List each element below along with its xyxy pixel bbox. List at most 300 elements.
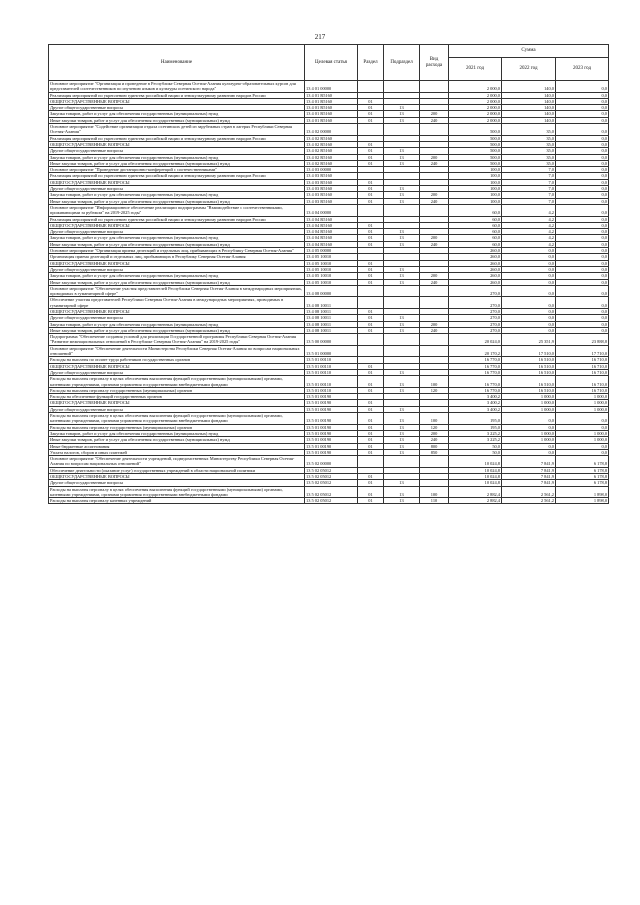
- row-sum-2023: 0,0: [556, 167, 609, 173]
- row-section: 01: [358, 154, 384, 160]
- row-sum-2022: 0,0: [502, 449, 556, 455]
- row-name: Расходы на выплаты персоналу государственных (муниципальных) органов: [49, 387, 305, 393]
- row-sum-2022: 0,0: [502, 443, 556, 449]
- row-expense-type: 200: [420, 111, 449, 117]
- row-target: 13 4 08 10011: [305, 315, 358, 321]
- row-name: Расходы на выплаты персоналу государственных (муниципальных) органов: [49, 424, 305, 430]
- row-target: 13 5 01 00000: [305, 345, 358, 357]
- row-sum-2023: 17 710,0: [556, 345, 609, 357]
- row-expense-type: 120: [420, 424, 449, 430]
- row-target: 13 5 01 00110: [305, 369, 358, 375]
- row-sum-2023: 0,0: [556, 160, 609, 166]
- row-subsection: 13: [384, 498, 420, 504]
- row-name: Основное мероприятие "Обеспечение деятельности Министерства Республики Северная Осетия-Алания по вопросам национальных отношений": [49, 345, 305, 357]
- row-name: Другие общегосударственные вопросы: [49, 186, 305, 192]
- row-sum-2023: 0,0: [556, 273, 609, 279]
- row-name: ОБЩЕГОСУДАРСТВЕННЫЕ ВОПРОСЫ: [49, 260, 305, 266]
- row-target: 13 4 05 10010: [305, 260, 358, 266]
- row-sum-2021: 16 770,0: [449, 376, 502, 388]
- row-target: 13 4 03 R5160: [305, 179, 358, 185]
- row-subsection: [384, 297, 420, 309]
- row-section: 01: [358, 111, 384, 117]
- row-sum-2022: 0,0: [502, 273, 556, 279]
- row-expense-type: 200: [420, 273, 449, 279]
- row-target: 13 4 08 10011: [305, 297, 358, 309]
- row-expense-type: 800: [420, 443, 449, 449]
- row-sum-2023: 0,0: [556, 192, 609, 198]
- row-sum-2023: 0,0: [556, 222, 609, 228]
- header-name: Наименование: [49, 45, 305, 81]
- row-target: 13 4 03 R5160: [305, 198, 358, 204]
- row-sum-2022: 140,0: [502, 81, 556, 93]
- row-sum-2023: 0,0: [556, 235, 609, 241]
- row-target: 13 4 08 00000: [305, 285, 358, 297]
- row-section: 01: [358, 474, 384, 480]
- row-target: 13 4 05 10010: [305, 273, 358, 279]
- row-sum-2022: 35,0: [502, 124, 556, 136]
- row-target: 13 5 01 00110: [305, 387, 358, 393]
- row-sum-2021: 260,0: [449, 279, 502, 285]
- row-target: 13 5 01 00190: [305, 406, 358, 412]
- row-name: Расходы на выплаты персоналу в целях обеспечения выполнения функций государственными (муниципальными) органами, казенными учреждениями, органами управления государственными внебюджетными фондами: [49, 376, 305, 388]
- row-sum-2022: 7,0: [502, 198, 556, 204]
- row-name: Расходы на выплаты персоналу в целях обеспечения выполнения функций государственными (муниципальными) органами, казенными учреждениями, органами управления государственными внебюджетными фондами: [49, 486, 305, 498]
- row-name: Основное мероприятие "Информационное обеспечение реализации подпрограммы "Взаимодействие с соотечественниками, проживающими за рубежом" на 2019-2025 годы": [49, 204, 305, 216]
- row-expense-type: 200: [420, 430, 449, 436]
- row-sum-2021: 2 000,0: [449, 111, 502, 117]
- row-name: Другие общегосударственные вопросы: [49, 105, 305, 111]
- row-target: 13 4 01 00000: [305, 81, 358, 93]
- row-sum-2023: 0,0: [556, 279, 609, 285]
- table-row: [49, 81, 609, 93]
- row-sum-2021: 2 000,0: [449, 105, 502, 111]
- header-2023: 2023 год: [556, 58, 609, 81]
- row-subsection: [384, 204, 420, 216]
- row-sum-2022: 4,2: [502, 204, 556, 216]
- row-section: 01: [358, 260, 384, 266]
- row-section: 01: [358, 141, 384, 147]
- row-section: 01: [358, 315, 384, 321]
- row-sum-2022: 0,0: [502, 260, 556, 266]
- row-subsection: 13: [384, 117, 420, 123]
- row-section: 01: [358, 222, 384, 228]
- row-target: 13 5 02 05012: [305, 498, 358, 504]
- header-sum: Сумма: [449, 45, 609, 58]
- table-row: [49, 345, 609, 357]
- row-target: 13 4 08 10011: [305, 308, 358, 314]
- row-subsection: [384, 334, 420, 346]
- row-section: 01: [358, 241, 384, 247]
- row-sum-2021: 260,0: [449, 260, 502, 266]
- row-sum-2022: 2 561,2: [502, 486, 556, 498]
- row-section: 01: [358, 443, 384, 449]
- row-subsection: 13: [384, 229, 420, 235]
- row-sum-2021: 500,0: [449, 160, 502, 166]
- row-name: ОБЩЕГОСУДАРСТВЕННЫЕ ВОПРОСЫ: [49, 179, 305, 185]
- row-sum-2022: 35,0: [502, 135, 556, 141]
- row-expense-type: [420, 345, 449, 357]
- row-sum-2022: 7 841,9: [502, 456, 556, 468]
- row-sum-2021: 16 770,0: [449, 363, 502, 369]
- table-row: [49, 413, 609, 425]
- row-sum-2022: 1 000,0: [502, 437, 556, 443]
- row-sum-2021: 100,0: [449, 173, 502, 179]
- row-sum-2022: 2 561,2: [502, 498, 556, 504]
- row-subsection: 13: [384, 327, 420, 333]
- row-name: ОБЩЕГОСУДАРСТВЕННЫЕ ВОПРОСЫ: [49, 474, 305, 480]
- row-sum-2023: 6 178,8: [556, 480, 609, 486]
- row-target: 13 4 04 R5160: [305, 216, 358, 222]
- row-subsection: 13: [384, 449, 420, 455]
- row-expense-type: 200: [420, 321, 449, 327]
- table-row: [49, 124, 609, 136]
- row-section: 01: [358, 437, 384, 443]
- row-sum-2023: 0,0: [556, 186, 609, 192]
- row-sum-2021: 270,0: [449, 327, 502, 333]
- row-subsection: 13: [384, 186, 420, 192]
- row-expense-type: 100: [420, 486, 449, 498]
- row-section: 01: [358, 279, 384, 285]
- row-subsection: 13: [384, 192, 420, 198]
- row-sum-2021: 260,0: [449, 266, 502, 272]
- row-target: 13 4 03 00000: [305, 167, 358, 173]
- row-target: 13 5 01 00190: [305, 413, 358, 425]
- row-sum-2023: 16 710,0: [556, 357, 609, 363]
- row-sum-2022: 0,0: [502, 327, 556, 333]
- row-name: Основное мероприятие "Обеспечение участия представителей Республики Северная Осетия-Алания в международных мероприятиях, проводимых в гуманитарной сфере": [49, 285, 305, 297]
- row-target: 13 5 00 00000: [305, 334, 358, 346]
- row-expense-type: [420, 204, 449, 216]
- table-row: [49, 498, 609, 504]
- row-target: 13 5 01 00110: [305, 376, 358, 388]
- row-target: 13 4 08 10011: [305, 327, 358, 333]
- row-sum-2021: 500,0: [449, 141, 502, 147]
- row-name: Закупка товаров, работ и услуг для обеспечения государственных (муниципальных) нужд: [49, 192, 305, 198]
- row-expense-type: 110: [420, 498, 449, 504]
- row-section: 01: [358, 229, 384, 235]
- row-sum-2021: 500,0: [449, 135, 502, 141]
- row-section: 01: [358, 387, 384, 393]
- row-subsection: 13: [384, 480, 420, 486]
- row-subsection: 13: [384, 437, 420, 443]
- row-sum-2021: 3 400,2: [449, 406, 502, 412]
- row-sum-2023: 16 710,0: [556, 363, 609, 369]
- row-target: 13 5 01 00110: [305, 363, 358, 369]
- row-expense-type: 100: [420, 413, 449, 425]
- row-section: 01: [358, 98, 384, 104]
- header-expense-type: Вид расхода: [420, 45, 449, 81]
- row-subsection: 13: [384, 273, 420, 279]
- row-name: ОБЩЕГОСУДАРСТВЕННЫЕ ВОПРОСЫ: [49, 141, 305, 147]
- row-subsection: 13: [384, 198, 420, 204]
- row-sum-2023: 0,0: [556, 321, 609, 327]
- row-sum-2023: 23 888,8: [556, 334, 609, 346]
- row-name: Основное мероприятие "Организация приема делегаций и отдельных лиц, прибывающих в Республику Северная Осетия-Алания": [49, 248, 305, 254]
- row-target: 13 5 01 00190: [305, 430, 358, 436]
- row-name: ОБЩЕГОСУДАРСТВЕННЫЕ ВОПРОСЫ: [49, 308, 305, 314]
- row-sum-2022: 35,0: [502, 141, 556, 147]
- row-sum-2023: 0,0: [556, 241, 609, 247]
- row-section: 01: [358, 424, 384, 430]
- row-name: Реализация мероприятий по укреплению единства российской нации и этнокультурному развитию народов России: [49, 216, 305, 222]
- row-expense-type: [420, 456, 449, 468]
- row-sum-2023: 6 178,8: [556, 474, 609, 480]
- row-name: Закупка товаров, работ и услуг для обеспечения государственных (муниципальных) нужд: [49, 430, 305, 436]
- row-sum-2023: 1 000,0: [556, 394, 609, 400]
- row-target: 13 5 01 00110: [305, 357, 358, 363]
- row-target: 13 4 05 10010: [305, 266, 358, 272]
- row-name: Закупка товаров, работ и услуг для обеспечения государственных (муниципальных) нужд: [49, 235, 305, 241]
- row-section: [358, 345, 384, 357]
- row-expense-type: 100: [420, 376, 449, 388]
- row-sum-2021: 270,0: [449, 321, 502, 327]
- row-name: Обеспечение участия представителей Республики Северная Осетия-Алания в международных мероприятиях, проводимых в гуманитарной сфере: [49, 297, 305, 309]
- row-subsection: [384, 456, 420, 468]
- row-section: 01: [358, 186, 384, 192]
- row-sum-2021: 270,0: [449, 308, 502, 314]
- row-sum-2021: 2 882,4: [449, 498, 502, 504]
- row-sum-2021: 60,0: [449, 204, 502, 216]
- row-sum-2023: 1 898,0: [556, 498, 609, 504]
- row-section: 01: [358, 266, 384, 272]
- row-sum-2023: 0,0: [556, 327, 609, 333]
- row-sum-2022: 140,0: [502, 111, 556, 117]
- row-sum-2022: 140,0: [502, 92, 556, 98]
- row-sum-2022: 16 510,0: [502, 357, 556, 363]
- header-section: Раздел: [358, 45, 384, 81]
- row-sum-2021: 2 882,4: [449, 486, 502, 498]
- row-sum-2023: 1 000,0: [556, 430, 609, 436]
- row-sum-2023: 0,0: [556, 266, 609, 272]
- row-sum-2022: 140,0: [502, 98, 556, 104]
- row-sum-2023: 0,0: [556, 179, 609, 185]
- row-sum-2021: 3 225,2: [449, 437, 502, 443]
- row-target: 13 5 01 00190: [305, 437, 358, 443]
- row-name: ОБЩЕГОСУДАРСТВЕННЫЕ ВОПРОСЫ: [49, 400, 305, 406]
- row-subsection: 13: [384, 235, 420, 241]
- row-target: 13 4 03 R5160: [305, 173, 358, 179]
- row-sum-2022: 7,0: [502, 179, 556, 185]
- row-subsection: 13: [384, 413, 420, 425]
- row-target: 13 4 08 10011: [305, 321, 358, 327]
- row-section: 01: [358, 321, 384, 327]
- row-sum-2021: 60,0: [449, 216, 502, 222]
- row-section: 01: [358, 430, 384, 436]
- row-sum-2021: 60,0: [449, 222, 502, 228]
- page-number: 217: [314, 33, 326, 41]
- header-2021: 2021 год: [449, 58, 502, 81]
- row-target: 13 4 01 R5160: [305, 111, 358, 117]
- row-sum-2021: 20 024,0: [449, 334, 502, 346]
- row-subsection: 13: [384, 266, 420, 272]
- row-sum-2021: 10 024,8: [449, 474, 502, 480]
- row-sum-2021: 16 770,0: [449, 387, 502, 393]
- row-name: Другие общегосударственные вопросы: [49, 369, 305, 375]
- row-target: 13 5 01 00190: [305, 443, 358, 449]
- row-sum-2021: 195,0: [449, 424, 502, 430]
- row-subsection: 13: [384, 148, 420, 154]
- row-sum-2022: 0,0: [502, 321, 556, 327]
- row-section: 01: [358, 449, 384, 455]
- row-sum-2022: 7,0: [502, 192, 556, 198]
- row-subsection: 13: [384, 154, 420, 160]
- row-sum-2021: 3 225,2: [449, 430, 502, 436]
- row-name: Иные закупки товаров, работ и услуг для обеспечения государственных (муниципальных) нужд: [49, 327, 305, 333]
- row-target: 13 5 02 00000: [305, 456, 358, 468]
- row-sum-2022: 35,0: [502, 160, 556, 166]
- row-sum-2021: 2 000,0: [449, 98, 502, 104]
- row-sum-2021: 3 400,2: [449, 400, 502, 406]
- row-subsection: 13: [384, 430, 420, 436]
- row-sum-2022: 0,0: [502, 297, 556, 309]
- row-target: 13 4 02 00000: [305, 124, 358, 136]
- row-name: Закупка товаров, работ и услуг для обеспечения государственных (муниципальных) нужд: [49, 111, 305, 117]
- row-sum-2022: 16 510,0: [502, 369, 556, 375]
- row-sum-2021: 60,0: [449, 235, 502, 241]
- row-sum-2021: 10 024,8: [449, 467, 502, 473]
- row-section: 01: [358, 369, 384, 375]
- row-name: Другие общегосударственные вопросы: [49, 406, 305, 412]
- row-section: [358, 334, 384, 346]
- row-name: Закупка товаров, работ и услуг для обеспечения государственных (муниципальных) нужд: [49, 273, 305, 279]
- row-subsection: 13: [384, 279, 420, 285]
- row-section: 01: [358, 160, 384, 166]
- row-section: 01: [358, 498, 384, 504]
- row-name: Реализация мероприятий по укреплению единства российской нации и этнокультурному развитию народов России: [49, 135, 305, 141]
- row-sum-2022: 0,0: [502, 266, 556, 272]
- row-sum-2021: 270,0: [449, 315, 502, 321]
- row-expense-type: [420, 297, 449, 309]
- row-sum-2022: 0,0: [502, 285, 556, 297]
- row-target: 13 4 01 R5160: [305, 98, 358, 104]
- row-name: Иные закупки товаров, работ и услуг для обеспечения государственных (муниципальных) нужд: [49, 160, 305, 166]
- row-sum-2023: 0,0: [556, 413, 609, 425]
- row-subsection: 13: [384, 160, 420, 166]
- row-expense-type: 240: [420, 327, 449, 333]
- row-sum-2022: 7,0: [502, 167, 556, 173]
- row-section: [358, 124, 384, 136]
- row-expense-type: [420, 124, 449, 136]
- header-2022: 2022 год: [502, 58, 556, 81]
- row-subsection: 13: [384, 443, 420, 449]
- row-expense-type: [420, 334, 449, 346]
- row-sum-2022: 7,0: [502, 186, 556, 192]
- row-sum-2021: 50,0: [449, 443, 502, 449]
- row-sum-2023: 0,0: [556, 98, 609, 104]
- row-expense-type: 240: [420, 117, 449, 123]
- row-section: 01: [358, 376, 384, 388]
- row-expense-type: 200: [420, 192, 449, 198]
- row-subsection: [384, 81, 420, 93]
- table-row: [49, 285, 609, 297]
- row-sum-2023: 0,0: [556, 216, 609, 222]
- row-sum-2021: 500,0: [449, 154, 502, 160]
- table-row: [49, 334, 609, 346]
- row-sum-2021: 60,0: [449, 229, 502, 235]
- row-target: 13 4 02 R5160: [305, 154, 358, 160]
- row-name: Другие общегосударственные вопросы: [49, 480, 305, 486]
- row-target: 13 4 05 10010: [305, 279, 358, 285]
- row-name: Закупка товаров, работ и услуг для обеспечения государственных (муниципальных) нужд: [49, 154, 305, 160]
- row-sum-2021: 10 024,8: [449, 480, 502, 486]
- row-name: Иные бюджетные ассигнования: [49, 443, 305, 449]
- row-sum-2023: 16 710,0: [556, 369, 609, 375]
- row-sum-2023: 0,0: [556, 135, 609, 141]
- row-sum-2023: 0,0: [556, 315, 609, 321]
- row-name: Реализация мероприятий по укреплению единства российской нации и этнокультурному развитию народов России: [49, 173, 305, 179]
- row-sum-2022: 25 351,9: [502, 334, 556, 346]
- row-section: 01: [358, 327, 384, 333]
- row-sum-2023: 0,0: [556, 443, 609, 449]
- row-target: 13 5 01 00190: [305, 424, 358, 430]
- row-sum-2022: 1 000,0: [502, 400, 556, 406]
- row-sum-2023: 0,0: [556, 204, 609, 216]
- row-sum-2022: 0,0: [502, 413, 556, 425]
- row-sum-2021: 500,0: [449, 148, 502, 154]
- row-expense-type: 240: [420, 241, 449, 247]
- budget-table: [48, 44, 609, 504]
- row-name: Расходы на выплаты персоналу в целях обеспечения выполнения функций государственными (муниципальными) органами, казенными учреждениями, органами управления государственными внебюджетными фондами: [49, 413, 305, 425]
- row-name: Другие общегосударственные вопросы: [49, 266, 305, 272]
- row-sum-2021: 100,0: [449, 186, 502, 192]
- row-expense-type: 240: [420, 437, 449, 443]
- row-expense-type: [420, 285, 449, 297]
- row-expense-type: 850: [420, 449, 449, 455]
- row-name: Расходы на выплаты по оплате труда работников государственных органов: [49, 357, 305, 363]
- row-name: Иные закупки товаров, работ и услуг для обеспечения государственных (муниципальных) нужд: [49, 437, 305, 443]
- row-name: Организация приема делегаций и отдельных лиц, прибывающих в Республику Северная Осетия-Алания: [49, 254, 305, 260]
- row-sum-2023: 0,0: [556, 285, 609, 297]
- row-section: 01: [358, 105, 384, 111]
- row-subsection: [384, 345, 420, 357]
- row-expense-type: 240: [420, 160, 449, 166]
- row-target: 13 5 02 05012: [305, 480, 358, 486]
- row-subsection: 13: [384, 315, 420, 321]
- row-expense-type: [420, 81, 449, 93]
- row-section: 01: [358, 400, 384, 406]
- row-sum-2022: 17 510,0: [502, 345, 556, 357]
- row-sum-2023: 16 710,0: [556, 387, 609, 393]
- row-sum-2023: 1 000,0: [556, 406, 609, 412]
- row-name: Расходы на выплаты персоналу казенных учреждений: [49, 498, 305, 504]
- row-target: 13 5 01 00190: [305, 449, 358, 455]
- row-sum-2022: 7 841,9: [502, 474, 556, 480]
- row-sum-2021: 500,0: [449, 124, 502, 136]
- table-row: [49, 204, 609, 216]
- table-row: [49, 297, 609, 309]
- row-sum-2023: 0,0: [556, 148, 609, 154]
- row-sum-2021: 260,0: [449, 273, 502, 279]
- row-expense-type: 240: [420, 198, 449, 204]
- row-sum-2022: 7 841,9: [502, 480, 556, 486]
- row-sum-2022: 7,0: [502, 173, 556, 179]
- row-sum-2023: 0,0: [556, 424, 609, 430]
- row-sum-2023: 0,0: [556, 308, 609, 314]
- row-subsection: 13: [384, 387, 420, 393]
- row-sum-2023: 16 710,0: [556, 376, 609, 388]
- row-sum-2023: 0,0: [556, 254, 609, 260]
- row-target: 13 4 05 00000: [305, 248, 358, 254]
- row-section: [358, 285, 384, 297]
- row-sum-2023: 1 000,0: [556, 400, 609, 406]
- row-name: Подпрограмма "Обеспечение создания условий для реализации Государственной программы Республики Северная Осетия-Алания "Развитие межнациональных отношений в Республике Северная Осетия-Алания" на 2019-2025 годы": [49, 334, 305, 346]
- row-sum-2021: 100,0: [449, 167, 502, 173]
- row-sum-2021: 10 024,8: [449, 456, 502, 468]
- row-sum-2021: 16 770,0: [449, 369, 502, 375]
- row-sum-2021: 260,0: [449, 248, 502, 254]
- row-target: 13 4 01 R5160: [305, 92, 358, 98]
- row-sum-2023: 0,0: [556, 141, 609, 147]
